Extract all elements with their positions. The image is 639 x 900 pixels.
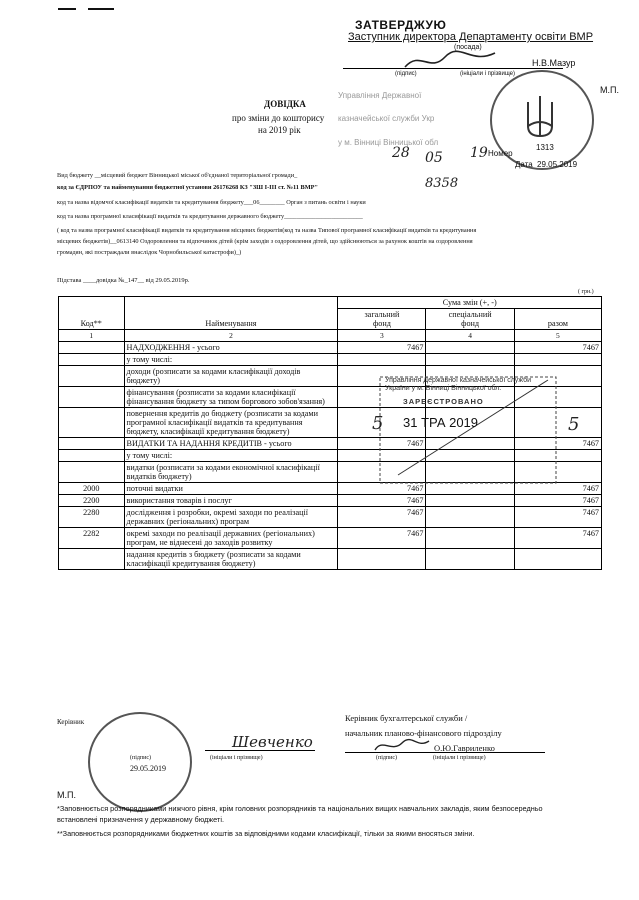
pidpys-caption: (підпис) (376, 755, 398, 761)
row-name: НАДХОДЖЕННЯ - усього (124, 342, 338, 354)
seal-date: 29.05.2019 (130, 764, 166, 773)
accountant-title: Керівник бухгалтерської служби / (345, 713, 468, 723)
signature-line (345, 752, 545, 753)
kerivnyk-label: Керівник (57, 718, 85, 726)
stamp-text: казначейської служби Укр (338, 114, 435, 123)
index-cell: 1 (59, 330, 125, 342)
data-value: 29.05.2019 (537, 160, 578, 169)
row-general: 7467 (338, 495, 426, 507)
edrpou-line: код за ЄДРПОУ та найменування бюджетної установи 26176268 КЗ "ЗШ І-ІІІ ст. №11 ВМР" (57, 184, 319, 191)
row-code (59, 462, 125, 483)
header-total: разом (514, 309, 601, 330)
table-row (59, 354, 602, 366)
reg-stamp-label: ЗАРЕЄСТРОВАНО (403, 397, 484, 406)
document-title: ДОВІДКА (264, 99, 306, 109)
row-name: фінансування (розписати за кодами класифікації фінансування бюджету за типом боргового зобов'язання) (124, 387, 338, 408)
scan-mark (88, 8, 114, 10)
row-code (59, 450, 125, 462)
stamp-text: у м. Вінниці Вінницької обл (338, 138, 439, 147)
mp-label: М.П. (57, 790, 76, 800)
row-special (426, 507, 514, 528)
nomer-value: 1313 (536, 143, 554, 152)
handwritten-five: 5 (568, 414, 580, 435)
index-cell: 3 (338, 330, 426, 342)
initsialy-caption: (ініціали і прізвище) (433, 755, 486, 761)
signature-line (205, 750, 315, 751)
row-code (59, 408, 125, 438)
row-total: 7467 (514, 507, 601, 528)
footnote: **Заповнюється розпорядниками бюджетних коштів за відповідними кодами класифікації, тільки за якими вносяться зміни. (57, 829, 475, 838)
nomer-label: Номер (488, 149, 513, 158)
row-special (426, 342, 514, 354)
pidpys-caption: (підпис) (130, 755, 152, 761)
row-total (514, 354, 601, 366)
table-row (59, 342, 602, 354)
table-row (59, 495, 602, 507)
director-signature: Шевченко (232, 733, 313, 751)
row-special (426, 528, 514, 549)
posada-caption: (посада) (454, 44, 482, 51)
scan-mark (58, 8, 76, 10)
row-name: ВИДАТКИ ТА НАДАННЯ КРЕДИТІВ - усього (124, 438, 338, 450)
index-cell: 2 (124, 330, 338, 342)
program-classification: код та назва програмної класифікації видатків та кредитування державного бюджету_________________________ (57, 213, 363, 220)
index-cell: 4 (426, 330, 514, 342)
trident-icon (520, 92, 560, 142)
program-local-line: ( код та назва програмної класифікації видатків та кредитування місцевих бюджетів(код та назва Типової програмної класифікації видатків та кредитування (57, 227, 477, 234)
row-general: 7467 (338, 483, 426, 495)
row-name: повернення кредитів до бюджету (розписати за кодами програмної класифікації видатків та кредитування бюджету, класифікації кредитування бюджету) (124, 408, 338, 438)
row-code (59, 354, 125, 366)
header-special: спеціальний фонд (426, 309, 514, 330)
accountant-title: начальник планово-фінансового підрозділу (345, 728, 502, 738)
row-special (426, 354, 514, 366)
header-code: Код** (59, 297, 125, 330)
header-general: загальний фонд (338, 309, 426, 330)
index-cell: 5 (514, 330, 601, 342)
approval-position: Заступник директора Департаменту освіти ВМР (348, 31, 594, 43)
row-general: 7467 (338, 507, 426, 528)
pidpys-caption: (підпис) (395, 71, 417, 77)
row-name: використання товарів і послуг (124, 495, 338, 507)
row-general: 7467 (338, 528, 426, 549)
row-name: у тому числі: (124, 354, 338, 366)
row-general: 7467 (338, 342, 426, 354)
handwritten-year: 19 (470, 145, 488, 161)
row-code (59, 387, 125, 408)
table-row (59, 507, 602, 528)
table-row (59, 528, 602, 549)
row-name: доходи (розписати за кодами класифікації доходів бюджету) (124, 366, 338, 387)
data-label: Дата (515, 160, 533, 169)
row-code (59, 342, 125, 354)
approval-title: ЗАТВЕРДЖУЮ (355, 18, 447, 32)
row-name: поточні видатки (124, 483, 338, 495)
row-code (59, 549, 125, 570)
row-code: 2280 (59, 507, 125, 528)
footnote: *Заповнюється розпорядниками нижчого рівня, крім головних розпорядників та національних вищих навчальних закладів, яким безпосередньо встановлені призначення у державному бюджеті. (57, 804, 543, 824)
row-total: 7467 (514, 528, 601, 549)
row-code (59, 366, 125, 387)
row-total: 7467 (514, 483, 601, 495)
row-name: видатки (розписати за кодами економічної класифікації видатків бюджету) (124, 462, 338, 483)
currency-unit: ( грн.) (578, 289, 594, 295)
row-name: дослідження і розробки, окремі заходи по реалізації державних (регіональних) програм (124, 507, 338, 528)
row-special (426, 549, 514, 570)
header-changes: Сума змін (+, -) (338, 297, 602, 309)
row-code: 2200 (59, 495, 125, 507)
row-name: надання кредитів з бюджету (розписати за кодами класифікації кредитування бюджету) (124, 549, 338, 570)
budget-type: Вид бюджету __місцевий бюджет Вінницької міської об'єднаної територіальної громади_ (57, 172, 298, 179)
row-name: у тому числі: (124, 450, 338, 462)
handwritten-five: 5 (372, 413, 384, 434)
row-code: 2282 (59, 528, 125, 549)
header-name: Найменування (124, 297, 338, 330)
row-total: 7467 (514, 438, 601, 450)
initsialy-caption: (ініціали і прізвище) (460, 71, 516, 77)
row-special (426, 495, 514, 507)
row-general (338, 549, 426, 570)
mp-label: М.П. (600, 85, 619, 95)
row-name: окремі заходи по реалізації державних (регіональних) програм, не віднесені до заходів розвитку (124, 528, 338, 549)
handwritten-number: 8358 (425, 176, 459, 191)
accountant-name: О.Ю.Гавриленко (434, 743, 495, 753)
row-general: 7467 (338, 438, 426, 450)
row-total: 7467 (514, 342, 601, 354)
row-general (338, 354, 426, 366)
basis-line: Підстава ____довідка №_147__ від 29.05.2019р. (57, 277, 190, 284)
stamp-text: Управління Державної (338, 91, 422, 100)
table-row (59, 549, 602, 570)
row-code (59, 438, 125, 450)
row-total: 7467 (514, 495, 601, 507)
row-total (514, 549, 601, 570)
program-local-line: громадян, які постраждали внаслідок Чорнобильської катастрофи)_) (57, 249, 242, 256)
handwritten-day: 28 (392, 145, 410, 161)
reg-stamp-date: 31 ТРА 2019 (403, 415, 479, 430)
approver-name: Н.В.Мазур (532, 58, 576, 68)
school-seal-icon (88, 712, 192, 812)
row-code: 2000 (59, 483, 125, 495)
vidom-classification: код та назва відомчої класифікації видатків та кредитування бюджету___06________ Орган з питань освіти і науки (57, 199, 366, 206)
document-subtitle: про зміни до кошторису (232, 113, 325, 123)
document-year: на 2019 рік (258, 125, 301, 135)
handwritten-month: 05 (425, 150, 443, 166)
reg-stamp-org: Управління Державної казначейської служби України у м. Вінниці Вінницької обл. (385, 377, 532, 392)
program-local-line: місцевих бюджетів)__0613140 Оздоровлення та відпочинок дітей (крім заходів з оздоровлення дітей, що здійснюються за рахунок коштів на оздоровлення (57, 238, 473, 245)
initsialy-caption: (ініціали і прізвище) (210, 755, 263, 761)
